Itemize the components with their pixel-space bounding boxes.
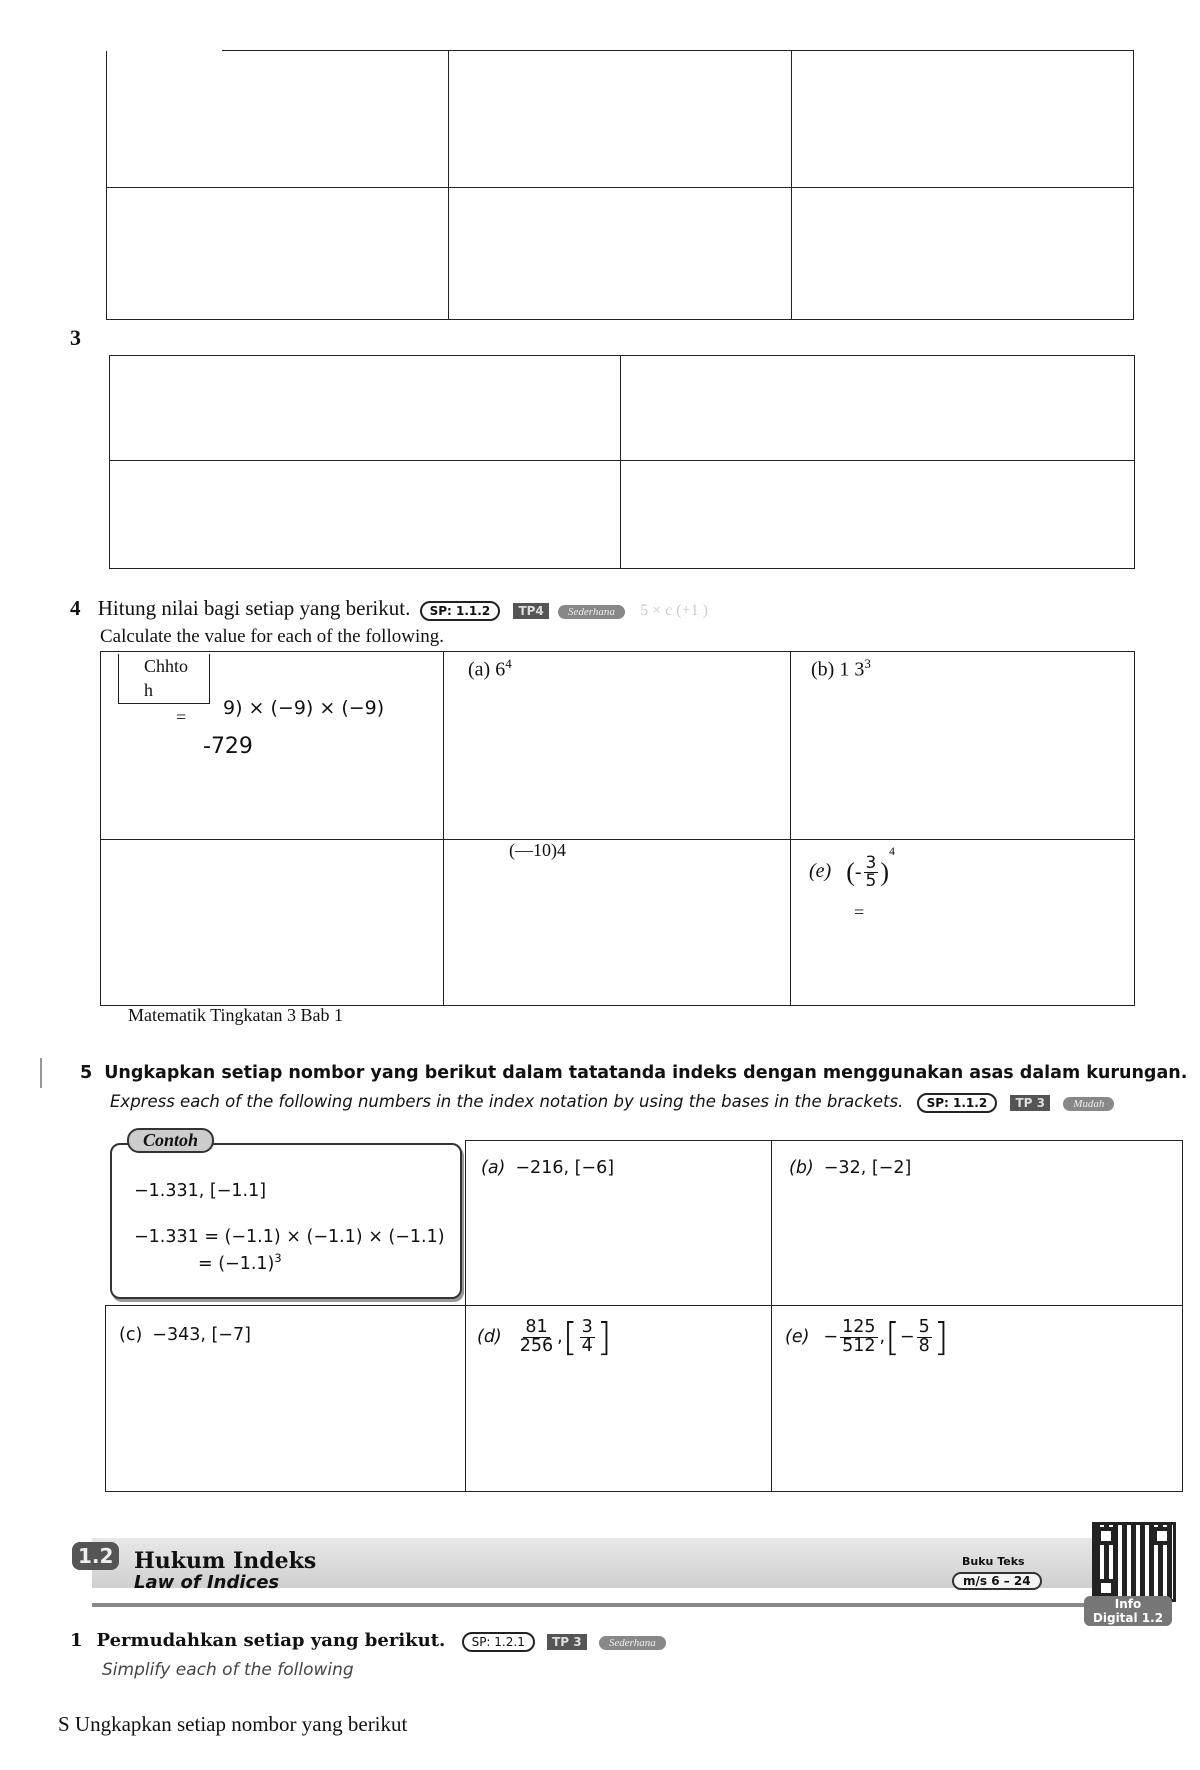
- table-cell: [449, 188, 791, 320]
- q4-example-cell: [101, 652, 444, 840]
- q5-item-a: [481, 1158, 614, 1178]
- digital-label: Digital 1.2: [1092, 1611, 1164, 1625]
- section-number-badge: 1.2: [72, 1542, 119, 1570]
- bracket-close: ]: [933, 1315, 949, 1359]
- q4-e-sign: -: [854, 860, 862, 883]
- q4-heading: [70, 596, 708, 621]
- q5-e-fraction2: [917, 1319, 932, 1355]
- section-title-en: Law of Indices: [134, 1572, 280, 1593]
- q1-title-en: Simplify each of the following: [102, 1660, 354, 1680]
- sp-badge: SP: 1.1.2: [917, 1093, 998, 1113]
- qr-finder: [1097, 1527, 1115, 1545]
- qr-finder: [1153, 1527, 1171, 1545]
- level-badge: Sederhana: [599, 1636, 666, 1650]
- q4-e-den: 5: [865, 870, 877, 891]
- q5-item-c: [119, 1325, 251, 1345]
- tp-badge: TP4: [513, 603, 548, 619]
- qr-code-icon[interactable]: [1092, 1522, 1176, 1602]
- q4-cell-e: [791, 840, 1135, 1006]
- q5-grid-h: [465, 1305, 1183, 1306]
- faint-note: 5 × c (+1 ): [640, 602, 708, 619]
- q5-c-text: −343, [−7]: [152, 1325, 251, 1345]
- q4-number: 4: [70, 596, 81, 620]
- q5-d-label: (d): [477, 1327, 502, 1347]
- q5-d-comma: ,: [557, 1327, 563, 1347]
- q4-e-exp: 4: [889, 844, 896, 858]
- q1-subtitle-clip: [102, 1660, 402, 1680]
- q5-example-line3-text: = (−1.1): [198, 1253, 275, 1274]
- q4-e-eq: =: [854, 902, 865, 922]
- sp-badge: SP: 1.2.1: [462, 1632, 535, 1652]
- q5-e-minus2: −: [899, 1327, 915, 1347]
- q4-a-text: (a) 6: [468, 658, 506, 681]
- table-cell: [107, 188, 449, 320]
- q1-title-ms: Permudahkan setiap yang berikut.: [96, 1630, 446, 1651]
- example-label-box: [118, 654, 210, 704]
- q4-e-num: 3: [865, 852, 877, 873]
- q5-example-line1: −1.331, [−1.1]: [134, 1181, 267, 1201]
- q5-example-tab: Contoh: [127, 1128, 214, 1153]
- q5-d-num1: 81: [525, 1317, 548, 1337]
- q5-title-ms: Ungkapkan setiap nombor yang berikut dalam tatatanda indeks dengan menggunakan asas dalam kurungan.: [104, 1063, 1188, 1083]
- q5-e-bracket: [885, 1315, 949, 1359]
- table-cell: [110, 356, 621, 461]
- q4-e-expression: [809, 844, 895, 890]
- q5-margin-bar: [40, 1058, 42, 1088]
- q5-c-label: (c): [119, 1325, 143, 1345]
- q4-b-exp: 3: [864, 656, 871, 671]
- q5-title-en: Express each of the following numbers in the index notation by using the bases in the brackets.: [110, 1092, 904, 1111]
- q4-cell-d: [444, 840, 791, 1006]
- q4-table: [100, 651, 1135, 1006]
- q5-example-box: [110, 1143, 462, 1299]
- bracket-close: ]: [596, 1315, 612, 1359]
- q5-number: 5: [80, 1063, 93, 1083]
- bracket-open: [: [562, 1315, 578, 1359]
- q4-title-ms: Hitung nilai bagi setiap yang berikut.: [97, 596, 411, 620]
- q4-e-fraction: [864, 852, 879, 891]
- tp-badge: TP 3: [1010, 1095, 1050, 1111]
- q5-grid-v1: [465, 1140, 466, 1492]
- q3-number: 3: [70, 325, 81, 350]
- q5-item-e: [785, 1315, 949, 1359]
- table-cell: [107, 51, 449, 188]
- table-cell: [110, 461, 621, 569]
- q5-heading: [80, 1063, 1187, 1083]
- q5-a-text: −216, [−6]: [515, 1158, 615, 1178]
- tp-badge: TP 3: [547, 1634, 587, 1650]
- q4-b-label: [811, 656, 871, 682]
- q4-cell-a: [444, 652, 791, 840]
- q5-e-fraction1: [840, 1319, 877, 1355]
- q4-cell-b: [791, 652, 1135, 840]
- table-cell: [791, 188, 1133, 320]
- table-cell: [621, 461, 1135, 569]
- bottom-text: S Ungkapkan setiap nombor yang berikut: [58, 1712, 408, 1736]
- chapter-footer: Matematik Tingkatan 3 Bab 1: [128, 1005, 343, 1025]
- q4-a-exp: 4: [505, 656, 512, 671]
- example-eq: =: [176, 707, 187, 727]
- q4-b-text: (b) 1 3: [811, 658, 865, 681]
- q5-d-den2: 4: [581, 1335, 593, 1356]
- q5-d-fraction1: [518, 1319, 555, 1355]
- q5-a-label: (a): [481, 1158, 506, 1178]
- example-label-line1: Chhto: [144, 656, 189, 676]
- q5-b-text: −32, [−2]: [823, 1158, 912, 1178]
- q5-subheading: [110, 1092, 1114, 1113]
- q5-e-num1: 125: [842, 1317, 876, 1337]
- q5-e-num2: 5: [918, 1317, 930, 1337]
- table-cell: [791, 51, 1133, 188]
- q1-number: 1: [70, 1630, 83, 1651]
- sp-badge: SP: 1.1.2: [420, 601, 501, 621]
- q5-e-comma: ,: [879, 1327, 886, 1347]
- example-label-line2: h: [144, 680, 153, 700]
- q5-d-fraction2: [580, 1319, 595, 1355]
- q5-e-den2: 8: [918, 1335, 930, 1356]
- q5-b-label: (b): [789, 1158, 814, 1178]
- level-badge: Mudah: [1063, 1097, 1114, 1111]
- q4-e-label: (e): [809, 860, 832, 882]
- q4-e-paren: (: [846, 857, 855, 887]
- q5-example-line3: [198, 1251, 282, 1274]
- table-cell: [449, 51, 791, 188]
- q5-d-num2: 3: [581, 1317, 593, 1337]
- q5-example-line2: −1.331 = (−1.1) × (−1.1) × (−1.1): [134, 1227, 445, 1247]
- q4-a-label: [468, 656, 512, 682]
- page-ref-pill: m/s 6 – 24: [952, 1572, 1042, 1590]
- q4-d-expr: (—10)4: [509, 840, 566, 860]
- q4-e-paren-close: ): [880, 857, 890, 887]
- q5-d-den1: 256: [519, 1335, 554, 1356]
- q5-e-label: (e): [785, 1327, 810, 1347]
- level-badge: Sederhana: [558, 605, 625, 619]
- q5-grid-v2: [771, 1140, 772, 1492]
- q5-d-bracket: [562, 1315, 612, 1359]
- q5-example-line3-exp: 3: [274, 1251, 282, 1265]
- q5-grid: [105, 1130, 1183, 1492]
- q5-item-d: [477, 1315, 612, 1359]
- table-cell: [621, 356, 1135, 461]
- q4-title-en: Calculate the value for each of the following.: [100, 626, 444, 647]
- bracket-open: [: [885, 1315, 900, 1359]
- q3-blank-table: [109, 355, 1135, 569]
- q1-heading: [70, 1630, 666, 1652]
- q5-item-b: [789, 1158, 911, 1178]
- top-table-top-border: [222, 50, 1134, 51]
- q5-e-den1: 512: [842, 1335, 876, 1356]
- section-banner: [62, 1528, 1164, 1625]
- section-banner-underline: [92, 1603, 1102, 1607]
- q5-e-minus1: −: [823, 1327, 839, 1347]
- example-result: -729: [203, 734, 253, 759]
- qr-finder: [1097, 1579, 1115, 1597]
- buku-teks-label: Buku Teks: [962, 1555, 1025, 1568]
- section-title-ms: Hukum Indeks: [134, 1548, 317, 1574]
- top-blank-table: [106, 50, 1134, 320]
- info-label: Info: [1114, 1597, 1142, 1611]
- q4-cell-c: [101, 840, 444, 1006]
- example-expr: 9) × (−9) × (−9): [223, 697, 385, 719]
- info-digital-badge[interactable]: [1084, 1596, 1172, 1626]
